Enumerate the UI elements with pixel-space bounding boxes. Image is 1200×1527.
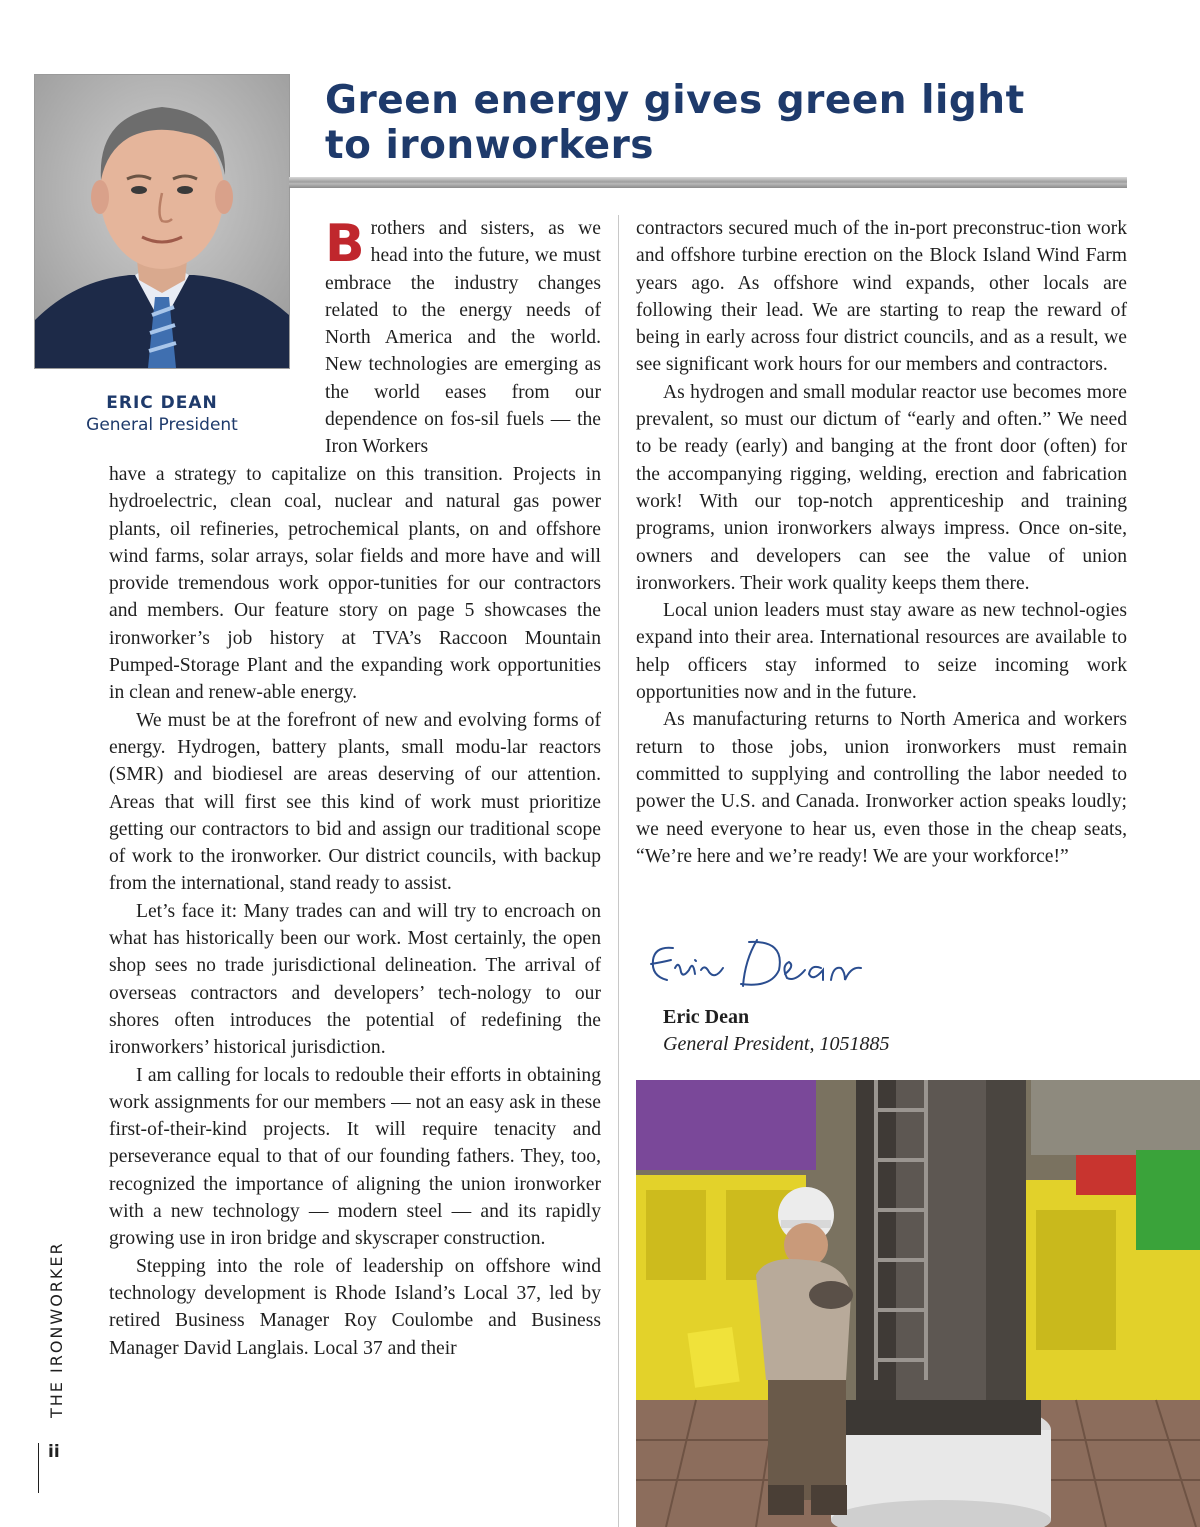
- signer-title: General President, 1051885: [663, 1033, 890, 1055]
- footer-rule: [38, 1443, 39, 1493]
- article-left-column: [109, 461, 601, 1362]
- paragraph-6: contractors secured much of the in-port preconstruc-tion work and offshore turbine erection on the Block Island Wind Farm years ago. As offshore wind expands, other locals are following their lead. We are starting to reap the reward of being in early across four district councils, and as a result, we see significant work hours for our members and contractors.: [636, 218, 1127, 376]
- portrait-caption: [35, 392, 289, 436]
- column-divider: [618, 215, 619, 1527]
- author-name: ERIC DEAN: [106, 393, 218, 413]
- paragraph-4: I am calling for locals to redouble their efforts in obtaining work assignments for our members — not an easy ask in these first-of-their-kind projects. It will require tenacity and perseverance equal to that of our founding fathers. They, too, recognized the importance of aligning the union ironworker with a new technology — modern steel — and its rapidly growing use in iron bridge and skyscraper construction.: [109, 1064, 601, 1250]
- headline-rule: [289, 177, 1127, 188]
- signer-block: [663, 1004, 889, 1058]
- drop-cap: B: [325, 214, 365, 274]
- paragraph-7: As hydrogen and small modular reactor use becomes more prevalent, so must our dictum of “early and often.” We need to be ready (early) and banging at the front door (often) for the accompanying rigging, welding, erection and fabrication work! With our top-notch apprenticeship and training programs, union ironworkers always impress. Once on-site, owners and developers can see the value of union ironworkers. Their work quality keeps them there.: [636, 381, 1127, 594]
- paragraph-3: Let’s face it: Many trades can and will try to encroach on what has historically been our work. Most certainly, the open shop sees no trade jurisdictional delineation. The arrival of overseas contractors and developers’ tech-nology to our shores often introduces the potential of redefining the ironworkers’ historical jurisdiction.: [109, 900, 601, 1059]
- signature: [645, 930, 875, 995]
- paragraph-8: Local union leaders must stay aware as new technol-ogies expand into their area. International resources are available to help officers stay informed to seize incoming work opportunities now and in the future.: [636, 600, 1127, 704]
- author-title: General President: [86, 415, 238, 435]
- article-headline: [325, 78, 1185, 168]
- article-intro: [325, 215, 601, 461]
- author-portrait: [35, 75, 289, 368]
- running-head: THE IRONWORKER: [47, 1241, 66, 1418]
- intro-paragraph: rothers and sisters, as we head into the future, we must embrace the industry changes related to the energy needs of North America and the world. New technologies are emerging as the world eases from our dependence on fos-sil fuels — the Iron Workers: [325, 218, 601, 458]
- page-number: ii: [48, 1442, 60, 1462]
- headline-line-1: Green energy gives green light: [325, 78, 1025, 123]
- paragraph-5: Stepping into the role of leadership on offshore wind technology development is Rhode Island’s Local 37, led by retired Business Manager Roy Coulombe and Business Manager David Langlais. Local 37 and their: [109, 1255, 601, 1359]
- headline-line-2: to ironworkers: [325, 123, 655, 168]
- article-right-column: [636, 215, 1127, 870]
- paragraph-2: We must be at the forefront of new and evolving forms of energy. Hydrogen, battery plants, small modu-lar reactors (SMR) and biodiesel are areas deserving of our attention. Areas that will first see this kind of work must prioritize getting our contractors to bid and assign our traditional scope of work to the ironworker. Our district councils, with backup from the international, stand ready to assist.: [109, 709, 601, 895]
- paragraph-9: As manufacturing returns to North America and workers return to those jobs, union ironworkers must remain committed to supplying and controlling the labor needed to power the U.S. and Canada. Ironworker action speaks loudly; we need everyone to hear us, even those in the cheap seats, “We’re here and we’re ready! We are your workforce!”: [636, 709, 1127, 867]
- ironworker-photo: [636, 1080, 1200, 1527]
- paragraph-1-continued: have a strategy to capitalize on this transition. Projects in hydroelectric, clean coal, nuclear and natural gas power plants, oil refineries, petrochemical plants, on and offshore wind farms, solar arrays, solar fields and more have and will provide tremendous work oppor-tunities for our contractors and members. Our feature story on page 5 showcases the ironworker’s job history at TVA’s Raccoon Mountain Pumped-Storage Plant and the expanding work opportunities in clean and renew-able energy.: [109, 464, 601, 704]
- signer-name: Eric Dean: [663, 1006, 750, 1028]
